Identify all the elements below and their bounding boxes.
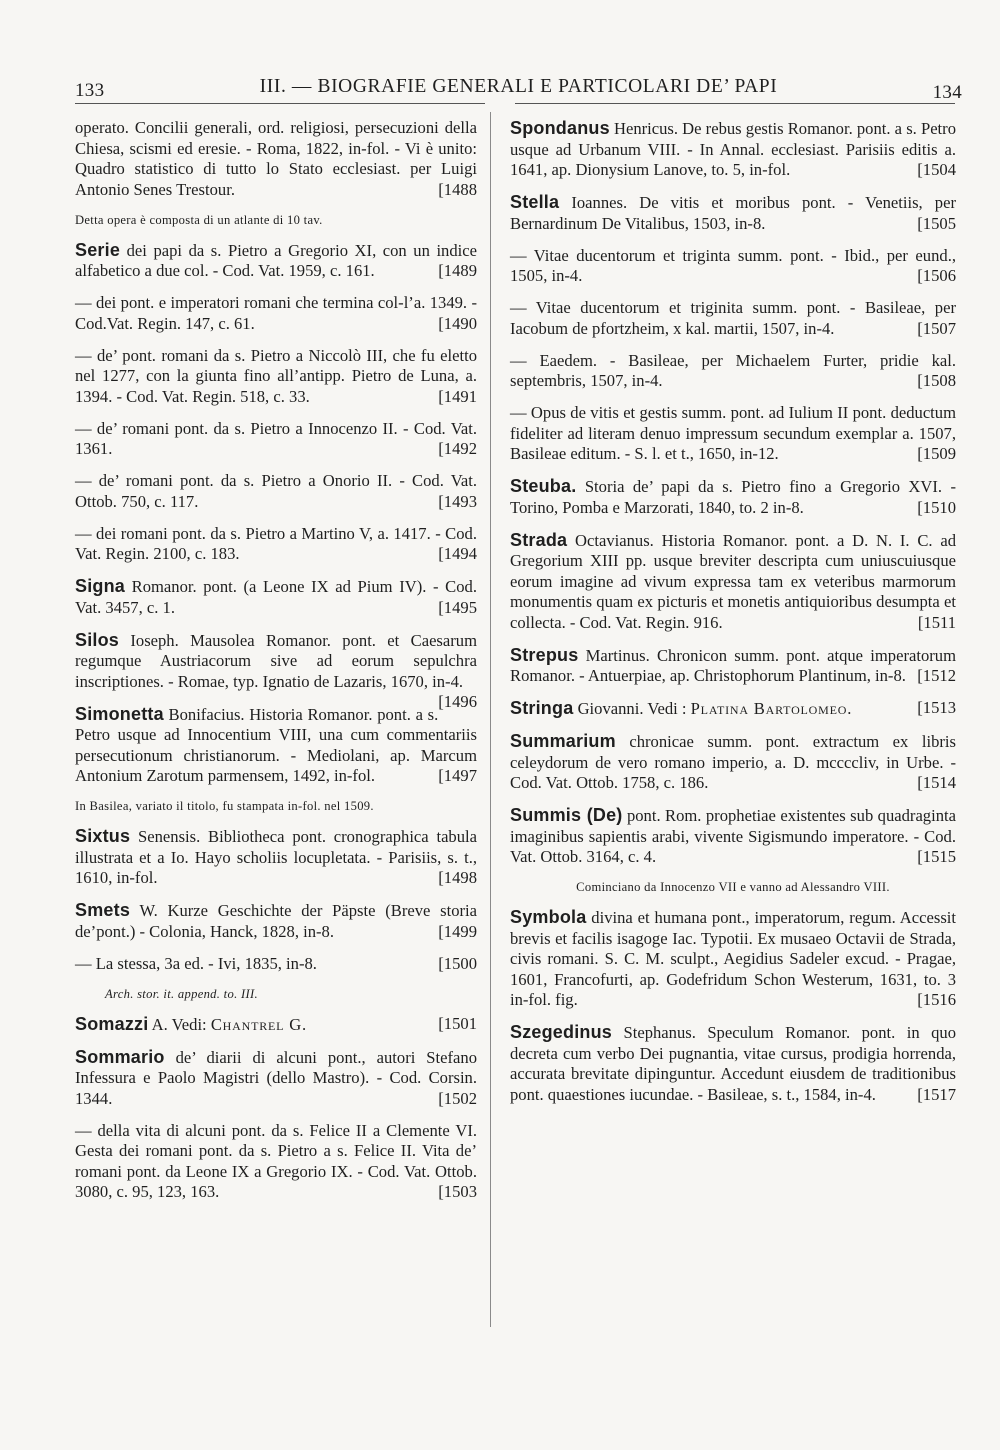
entry-lemma: Summis (De) (510, 805, 623, 825)
entry-number: [1492 (438, 439, 477, 458)
bibliography-entry (75, 900, 477, 942)
entry-crossref: Chantrel G. (210, 1014, 307, 1034)
entry-text: operato. Concilii generali, ord. religiosi, persecuzioni della Chiesa, scismi ed eresie. - Roma, 1822, in-fol. - Vi è unito: Quadro statistico di tutto lo Stato ecclesiast. per Luigi Antonio Senes Trestour. (75, 118, 477, 199)
entry-text: — La stessa, 3a ed. - Ivi, 1835, in-8. (75, 953, 317, 973)
entry-lemma: Simonetta (75, 703, 164, 724)
header-rule-left (75, 103, 485, 104)
bibliography-entry (510, 907, 956, 1011)
entry-text: dei papi da s. Pietro a Gregorio XI, con un indice alfabetico a due col. - Cod. Vat. 1959, c. 161. (75, 240, 477, 280)
bibliography-entry (510, 476, 956, 518)
entry-number: [1506 (917, 266, 956, 285)
entry-text: divina et humana pont., imperatorum, regum. Accessit brevis et facilis isagoge Iac. Typotii. Ex musaeo Octavii de Strada, civis romani. S. C. M. sculpt., Aegidius Sadeler excud. - Pragae, 1601, Francofurti, ap. Godefridum Schon Westerum, 1631, to. 3 in-fol. fig. (510, 908, 956, 1009)
entry-text: — Vitae ducentorum et triginta summ. pont. - Ibid., per eund., 1505, in-4. (510, 245, 956, 285)
bibliography-entry (510, 1022, 956, 1105)
entry-lemma: Spondanus (510, 118, 610, 138)
entry-lemma: Smets (75, 900, 131, 920)
entry-text: Ioseph. Mausolea Romanor. pont. et Caesarum regumque Austriacorum sive ad eorum sepulchra inscriptiones. - Romae, typ. Ignatio de Lazaris, 1670, in-4. (75, 630, 477, 691)
entry-number: [1503 (438, 1182, 477, 1201)
entry-number: [1505 (917, 213, 956, 233)
entry-number: [1502 (438, 1088, 477, 1108)
bibliography-entry (510, 805, 956, 868)
entry-lemma: Strada (510, 529, 568, 550)
entry-number: [1508 (917, 371, 956, 390)
entry-number: [1510 (917, 497, 956, 517)
running-title: III. — BIOGRAFIE GENERALI E PARTICOLARI DE’ PAPI (259, 76, 778, 97)
header-rule-right (515, 103, 955, 104)
entry-text: Romanor. pont. (a Leone IX ad Pium IV). - Cod. Vat. 3457, c. 1. (75, 577, 477, 617)
entry-lemma: Somazzi (75, 1013, 149, 1034)
entry-number: [1498 (438, 868, 477, 887)
page-number-left: 133 (75, 80, 105, 101)
entry-number: [1515 (917, 847, 956, 866)
entry-number: [1495 (438, 597, 477, 617)
entry-number: [1501 (438, 1013, 477, 1033)
entry-text: — de’ romani pont. da s. Pietro a Onorio II. - Cod. Vat. Ottob. 750, c. 117. (75, 471, 477, 511)
entry-note: In Basilea, variato il titolo, fu stampata in-fol. nel 1509. (75, 799, 374, 813)
bibliography-entry (510, 645, 956, 687)
page-number-right: 134 (932, 82, 962, 103)
entry-lemma: Silos (75, 629, 120, 650)
entry-lemma: Symbola (510, 907, 587, 927)
bibliography-entry (75, 1121, 477, 1203)
left-column (75, 118, 477, 1214)
entry-number: [1494 (438, 544, 477, 563)
bibliography-entry (75, 293, 477, 334)
entry-text: Martinus. Chronicon summ. pont. atque imperatorum Romanor. - Antuerpiae, ap. Christophorum Plantinum, in-8. (510, 645, 956, 685)
bibliography-entry (75, 1014, 477, 1036)
bibliography-entry (75, 629, 477, 711)
bibliography-entry (510, 192, 956, 234)
entry-lemma: Serie (75, 239, 121, 260)
bibliography-entry (75, 419, 477, 460)
entry-text: — della vita di alcuni pont. da s. Felice II a Clemente VI. Gesta dei romani pont. da s. Pietro a s. Felice II. Vita de’ romani pont. da Leone IX a Gregorio IX. - Cod. Vat. Ottob. 3080, c. 95, 123, 163. (75, 1120, 477, 1201)
bibliography-entry (510, 351, 956, 392)
entry-text: Senensis. Bibliotheca pont. cronographica tabula illustrata et a Io. Hayo scholiis locupletata. - Parisiis, s. t., 1610, in-fol. (75, 827, 477, 887)
entry-text: Ioannes. De vitis et moribus pont. - Venetiis, per Bernardinum De Vitalibus, 1503, in-8. (510, 193, 956, 233)
entry-text: de’ diarii di alcuni pont., autori Stefano Infessura e Paolo Magistri (dello Mastro). - Cod. Corsin. 1344. (75, 1047, 477, 1108)
entry-text: — dei romani pont. da s. Pietro a Martino V, a. 1417. - Cod. Vat. Regin. 2100, c. 183. (75, 523, 477, 563)
bibliography-entry (75, 346, 477, 408)
bibliography-entry (510, 246, 956, 287)
entry-number: [1493 (438, 491, 477, 511)
entry-number: [1488 (438, 179, 477, 199)
entry-number: [1512 (917, 666, 956, 685)
entry-number: [1517 (917, 1084, 956, 1104)
bibliography-entry (75, 524, 477, 565)
entry-number: [1504 (917, 160, 956, 179)
entry-lemma: Sommario (75, 1046, 165, 1067)
entry-lemma: Signa (75, 576, 126, 596)
entry-number: [1511 (917, 612, 956, 632)
bibliography-entry (75, 240, 477, 282)
entry-note: Cominciano da Innocenzo VII e vanno ad Alessandro VIII. (576, 880, 890, 894)
bibliography-entry (510, 530, 956, 634)
entry-number: [1509 (917, 444, 956, 463)
entry-lemma: Stringa (510, 698, 574, 718)
entry-number: [1499 (438, 921, 477, 941)
entry-text: — Opus de vitis et gestis summ. pont. ad Iulium II pont. deductum fideliter ad literam denuo impressum secundum exemplar a. 1507, Basileae editum. - S. l. et t., 1650, in-12. (510, 403, 956, 463)
entry-text: chronicae summ. pont. extractum ex libris celeydorum de vero romano imperio, a. D. mccccliv, in Urbe. - Cod. Vat. Ottob. 1758, c. 186. (510, 732, 956, 792)
bibliography-entry (75, 471, 477, 512)
bibliography-entry (510, 403, 956, 465)
entry-text: — Vitae ducentorum et triginita summ. pont. - Basileae, per Iacobum de pfortzheim, x kal. martii, 1507, in-4. (510, 298, 956, 338)
bibliography-entry (75, 954, 477, 975)
entry-text: A. Vedi: (148, 1014, 211, 1034)
entry-text: pont. Rom. prophetiae existentes sub quadraginta imaginibus sapientis arabi, vivente Sigismundo imperatore. - Cod. Vat. Ottob. 3164, c. 4. (510, 806, 956, 866)
entry-lemma: Stella (510, 192, 560, 212)
entry-text: W. Kurze Geschichte der Päpste (Breve storia de’pont.) - Colonia, Hanck, 1828, in-8. (75, 901, 477, 941)
entry-number: [1516 (917, 990, 956, 1009)
bibliography-entry (75, 704, 477, 787)
entry-text: Octavianus. Historia Romanor. pont. a D. N. I. C. ad Gregorium XIII pp. usque breviter descripta cum uniuscuiusque eorum imagine ad vivum expressa tam ex veteribus marmorum monumentis quam ex picturis et monetis antiquioribus desumpta et collecta. - Cod. Vat. Regin. 916. (510, 530, 956, 632)
bibliography-entry (510, 698, 956, 720)
right-column (510, 118, 956, 1117)
page-header (75, 76, 962, 106)
bibliography-entry (75, 1047, 477, 1110)
entry-lemma: Sixtus (75, 826, 131, 846)
bibliography-entry (75, 118, 477, 200)
entry-lemma: Summarium (510, 731, 616, 751)
entry-text: Bonifacius. Historia Romanor. pont. a s. Petro usque ad Innocentium VIII, una cum commentariis persecutionum christianorum. - Mediolani, ap. Marcum Antonium Zarotum parmensem, 1492, in-fol. (75, 704, 477, 785)
entry-number: [1491 (438, 386, 477, 406)
entry-note: Detta opera è composta di un atlante di 10 tav. (75, 212, 323, 227)
bibliography-entry (510, 731, 956, 794)
entry-number: [1507 (917, 318, 956, 338)
entry-text: — de’ romani pont. da s. Pietro a Innocenzo II. - Cod. Vat. 1361. (75, 418, 477, 458)
entry-lemma: Steuba. (510, 476, 577, 496)
bibliography-entry (75, 826, 477, 889)
entry-text: Stephanus. Speculum Romanor. pont. in quo decreta cum verbo Dei pugnantia, vitae cursus, prodigia horrenda, accurata brevitate dipinguntur. Accedunt eiusdem de traditionibus pont. quaestiones iucundae. - Basileae, s. t., 1584, in-4. (510, 1023, 956, 1104)
entry-text: — dei pont. e imperatori romani che termina col-l’a. 1349. - Cod.Vat. Regin. 147, c. 61. (75, 293, 477, 333)
entry-note: Arch. stor. it. append. to. III. (105, 986, 258, 1001)
entry-number: [1514 (917, 773, 956, 792)
entry-number: [1496 (438, 692, 477, 711)
bibliography-entry (75, 576, 477, 618)
bibliography-entry (510, 118, 956, 181)
entry-number: [1497 (438, 766, 477, 785)
entry-text: — Eaedem. - Basileae, per Michaelem Furter, pridie kal. septembris, 1507, in-4. (510, 350, 956, 390)
entry-text: Henricus. De rebus gestis Romanor. pont. a s. Petro usque ad Urbanum VIII. - In Annal. ecclesiast. Parisiis editis a. 1641, ap. Dionysium Lanove, to. 5, in-fol. (510, 119, 956, 179)
entry-text: Giovanni. Vedi : (573, 699, 691, 718)
entry-lemma: Strepus (510, 644, 579, 665)
entry-number: [1513 (917, 698, 956, 717)
entry-text: Storia de’ papi da s. Pietro fino a Gregorio XVI. - Torino, Pomba e Marzorati, 1840, to. 2 in-8. (510, 477, 956, 517)
entry-number: [1489 (438, 261, 477, 280)
entry-text: — de’ pont. romani da s. Pietro a Niccolò III, che fu eletto nel 1277, con la giunta fino all’antipp. Pietro de Luna, a. 1394. - Cod. Vat. Regin. 518, c. 33. (75, 345, 477, 406)
entry-lemma: Szegedinus (510, 1022, 613, 1042)
column-divider (490, 112, 491, 1327)
entry-crossref: Platina Bartolomeo. (690, 699, 853, 718)
bibliography-entry (510, 298, 956, 339)
entry-number: [1500 (438, 953, 477, 973)
entry-number: [1490 (438, 313, 477, 333)
